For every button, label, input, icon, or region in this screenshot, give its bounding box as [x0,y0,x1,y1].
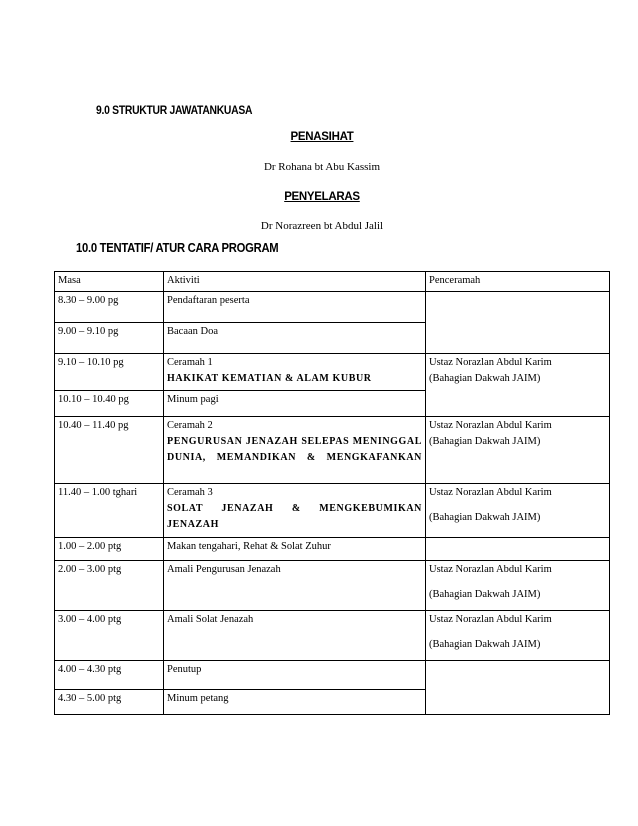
section-10-heading: 10.0 TENTATIF/ ATUR CARA PROGRAM [76,241,279,255]
row-time: 10.10 – 10.40 pg [55,391,164,417]
row-speaker-empty [426,661,610,715]
header-time: Masa [55,272,164,292]
row-speaker [426,561,610,611]
row-activity: Penutup [164,661,426,690]
speaker-name: Ustaz Norazlan Abdul Karim [429,357,552,368]
coordinator-name: Dr Norazreen bt Abdul Jalil [260,220,384,232]
speaker-dept: (Bahagian Dakwah JAIM) [429,512,541,523]
table-row [55,292,610,323]
talk-title: PENGURUSAN JENAZAH SELEPAS MENINGGAL DUNIA, MEMANDIKAN & MENGKAFANKAN [167,436,422,463]
row-speaker [426,354,610,417]
talk-title: SOLAT JENAZAH & MENGKEBUMIKAN JENAZAH [167,503,422,530]
section-9-heading: 9.0 STRUKTUR JAWATANKUASA [96,105,253,117]
table-row [55,484,610,538]
row-time: 9.00 – 9.10 pg [55,323,164,354]
advisor-name: Dr Rohana bt Abu Kassim [263,161,381,173]
speaker-name: Ustaz Norazlan Abdul Karim [429,614,552,625]
table-row [55,611,610,661]
row-activity: Amali Solat Jenazah [164,611,426,661]
talk-label: Ceramah 2 [167,420,213,431]
table-row [55,561,610,611]
table-row [55,661,610,690]
row-activity [164,417,426,484]
speaker-dept: (Bahagian Dakwah JAIM) [429,436,541,447]
row-activity: Bacaan Doa [164,323,426,354]
coordinator-title: PENYELARAS [284,191,360,203]
row-time: 2.00 – 3.00 ptg [55,561,164,611]
speaker-name: Ustaz Norazlan Abdul Karim [429,420,552,431]
row-activity: Amali Pengurusan Jenazah [164,561,426,611]
table-row [55,354,610,391]
speaker-dept: (Bahagian Dakwah JAIM) [429,589,541,600]
row-activity: Minum petang [164,690,426,715]
table-row [55,417,610,484]
speaker-name: Ustaz Norazlan Abdul Karim [429,564,552,575]
row-time: 8.30 – 9.00 pg [55,292,164,323]
speaker-dept: (Bahagian Dakwah JAIM) [429,639,541,650]
row-activity [164,354,426,391]
row-activity: Pendaftaran peserta [164,292,426,323]
header-speaker: Penceramah [426,272,610,292]
talk-label: Ceramah 3 [167,487,213,498]
row-time: 9.10 – 10.10 pg [55,354,164,391]
row-time: 3.00 – 4.00 ptg [55,611,164,661]
row-speaker-empty [426,538,610,561]
speaker-name: Ustaz Norazlan Abdul Karim [429,487,552,498]
row-time: 4.00 – 4.30 ptg [55,661,164,690]
schedule-table [54,271,610,715]
row-time: 11.40 – 1.00 tghari [55,484,164,538]
row-speaker [426,611,610,661]
row-time: 1.00 – 2.00 ptg [55,538,164,561]
header-activity: Aktiviti [164,272,426,292]
talk-title: HAKIKAT KEMATIAN & ALAM KUBUR [167,373,372,384]
talk-label: Ceramah 1 [167,357,213,368]
row-speaker [426,484,610,538]
row-speaker [426,417,610,484]
row-speaker-empty [426,292,610,354]
speaker-dept: (Bahagian Dakwah JAIM) [429,373,541,384]
row-time: 10.40 – 11.40 pg [55,417,164,484]
advisor-title: PENASIHAT [290,131,354,143]
row-activity [164,484,426,538]
row-activity: Makan tengahari, Rehat & Solat Zuhur [164,538,426,561]
row-time: 4.30 – 5.00 ptg [55,690,164,715]
row-activity: Minum pagi [164,391,426,417]
table-header-row [55,272,610,292]
table-row [55,538,610,561]
